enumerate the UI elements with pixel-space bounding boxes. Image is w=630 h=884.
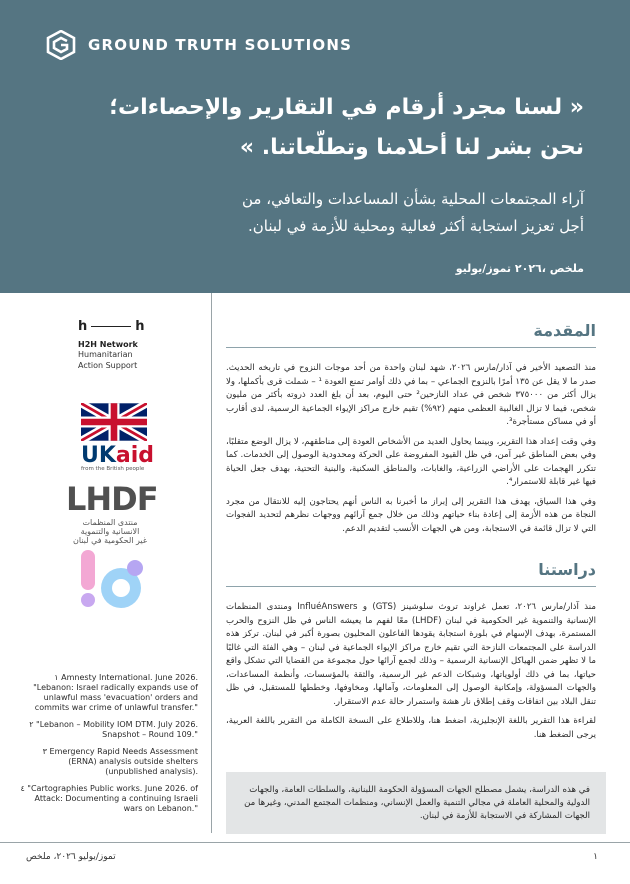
footer-divider: [0, 842, 630, 843]
footnote-2: [20, 720, 198, 740]
footnote-4: [20, 784, 198, 814]
page-number: ١: [593, 852, 598, 862]
gts-logo-icon: [46, 30, 76, 60]
subtitle-line-2: أجل تعزيز استجابة أكثر فعالية ومحلية للأزمة في لبنان.: [247, 217, 584, 235]
ukaid-tagline: from the British people: [81, 466, 145, 472]
intro-paragraph-2: وفي وقت إعداد هذا التقرير، وبينما يحاول العديد من الأشخاص العودة إلى مناطقهم، لا يزال الوضع متقلبًا، وفي بعض المناطق غير آمن، في ظل القيود المفروضة على الحركة ومحدودية الوصول إلى الخدمات. كما تتكرر الهجمات على الأراضي الزراعية، والغابات، والمناطق السكنية، والبنية التحتية، بهدف جعل الحياة فيها غير قابلة للاستمرار⁴.: [226, 436, 596, 487]
footnotes: [20, 673, 198, 821]
ukaid-uk: UK: [81, 443, 116, 468]
intro-paragraph-1: منذ التصعيد الأخير في آذار/مارس ٢٠٢٦، شهد لبنان واحدة من أحد موجات النزوح في تاريخه الحديث. صدر ما لا يقل عن ١٣٥ أمرًا بالنزوح الجماعي – بما في ذلك أوامر تمنع العودة ¹ – شملت قرى بأكملها، ولا يزال أكثر من ٣٧٥٠٠٠ شخص في عداد النازحين² حتى اليوم، بعد أن بلغ العدد ذروته بأكثر من مليون شخص، فيما لا تزال الغالبية العظمى منهم (٩٢%) تقيم خارج مراكز الإيواء الجماعية الرسمية، لدى أقارب أو في مساكن مستأجرة³.: [226, 363, 597, 427]
intro-paragraph-3: وفي هذا السياق، يهدف هذا التقرير إلى إبراز ما أخبرنا به الناس أنهم يحتاجون إليه للانتقال من مجرد النجاة من هذه الأزمة إلى إعادة بناء حياتهم وذلك من خلال جمع آرائهم ووجهات نظرهم لتحديد الفجوات التي لا تزال قائمة في الاستجابة، ومن هي الجهات الأنسب لتقديم الدعم.: [226, 496, 596, 534]
h2h-mark: [78, 319, 188, 334]
footnote-1-text[interactable]: Amnesty International. June 2026. "Lebanon: Israel radically expands use of unlawful mass 'evacuation' orders and commits war crime of unlawful transfer.": [33, 673, 198, 712]
footer-date: تموز/يوليو ٢٠٢٦، ملخص: [26, 852, 116, 862]
subtitle-line-1: آراء المجتمعات المحلية بشأن المساعدات والتعافي، من: [242, 190, 584, 208]
sidebar: [0, 293, 212, 833]
footnote-3-num: ٣: [42, 747, 47, 756]
summary-date: ملخص ،٢٠٢٦ تموز/يوليو: [455, 262, 584, 275]
title-line-1: « لسنا مجرد أرقام في التقارير والإحصاءات؛: [109, 95, 584, 120]
report-header: [0, 0, 630, 293]
study-heading: دراستنا: [226, 560, 596, 579]
footnote-1-num: ١: [54, 673, 59, 682]
h2h-line-1: Humanitarian: [78, 350, 133, 359]
h2h-mark-left: h: [78, 319, 88, 334]
footnote-3-text: Emergency Rapid Needs Assessment (ERNA) analysis outside shelters (unpublished analysis).: [49, 747, 198, 776]
h2h-logo: [78, 319, 188, 371]
report-title: [64, 88, 584, 168]
report-subtitle: [64, 186, 584, 240]
ukaid-logo: [81, 443, 154, 468]
footnote-4-text[interactable]: "Cartographies Public works. June 2026. of Attack: Documenting a continuing Israeli wars on Lebanon.": [27, 784, 198, 813]
lhdf-ar-line-2: الانسانية والتنموية: [80, 527, 140, 536]
study-paragraph-1: منذ آذار/مارس ٢٠٢٦، تعمل غراوند تروث سلوشينز (GTS) و InfluéAnswers ومنتدى المنظمات الإنسانية والتنموية غير الحكومية في لبنان (LHDF) معًا لفهم ما يعيشه الناس في ظل النزوح والحرب المستمرة، بهدف الإسهام في بلورة استجابة يقودها الفاعلون المحليون بصورة أكبر في لبنان. تركز هذه الدراسة على المجتمعات النازحة التي تقيم خارج مراكز الإيواء الجماعية في لبنان – وهي الفئة التي غالبًا ما لا تظهر ضمن الهياكل الإنسانية الرسمية – وذلك لجمع آرائها حول مجموعة من القضايا التي تشكل واقع حياتها، بما في ذلك أولوياتها، وشبكات الدعم غير الرسمية، والثقة بالمؤسسات، وأنظمة المساعدات، والجهات المسؤولة، وإمكانية الوصول إلى المعلومات، وآمالها، ومخاوفها، وخططها للمستقبل، في ظل تنقل البلاد بين اتفاقات وقف إطلاق نار هشة واستمرار حالة عدم الاستقرار.: [226, 602, 596, 707]
footnote-3: [20, 747, 198, 777]
footnote-2-text[interactable]: "Lebanon – Mobility IOM DTM. July 2026. Snapshot – Round 109.": [36, 720, 198, 739]
h2h-line-2: Action Support: [78, 361, 138, 370]
title-line-2: نحن بشر لنا أحلامنا وتطلّعاتنا. »: [239, 135, 584, 160]
gts-logo: [46, 30, 352, 60]
h2h-mark-right: h: [135, 319, 145, 334]
influeanswers-logo-icon: [79, 548, 149, 610]
study-paragraph-2[interactable]: لقراءة هذا التقرير باللغة الإنجليزية، اضغط هنا، وللاطلاع على النسخة الكاملة من التقرير باللغة العربية، يرجى الضغط هنا.: [226, 716, 596, 740]
lhdf-logo: [66, 480, 158, 545]
lhdf-ar-line-1: منتدى المنظمات: [82, 518, 138, 527]
main-content: [226, 293, 596, 742]
intro-heading: المقدمة: [226, 321, 596, 340]
footnote-2-num: ٢: [29, 720, 34, 729]
ukaid-aid: aid: [115, 443, 155, 468]
footnote-4-num: ٤: [20, 784, 25, 793]
definition-callout: في هذه الدراسة، يشمل مصطلح الجهات المسؤولة الحكومة اللبنانية، والسلطات العامة، والجهات الدولية والمحلية العاملة في مجالي التنمية والعمل الإنساني، ومنظمات المجتمع المدني، وغيرها من الجهات المشاركة في الاستجابة للأزمة في لبنان.: [226, 772, 606, 834]
h2h-line: [91, 326, 131, 327]
footnote-1: [20, 673, 198, 713]
uk-flag-icon: [81, 403, 147, 441]
lhdf-ar-line-3: غير الحكومية في لبنان: [72, 536, 148, 545]
h2h-name: H2H Network: [78, 340, 138, 349]
lhdf-letters: LHDF: [66, 480, 158, 518]
gts-logo-text: GROUND TRUTH SOLUTIONS: [88, 36, 353, 54]
